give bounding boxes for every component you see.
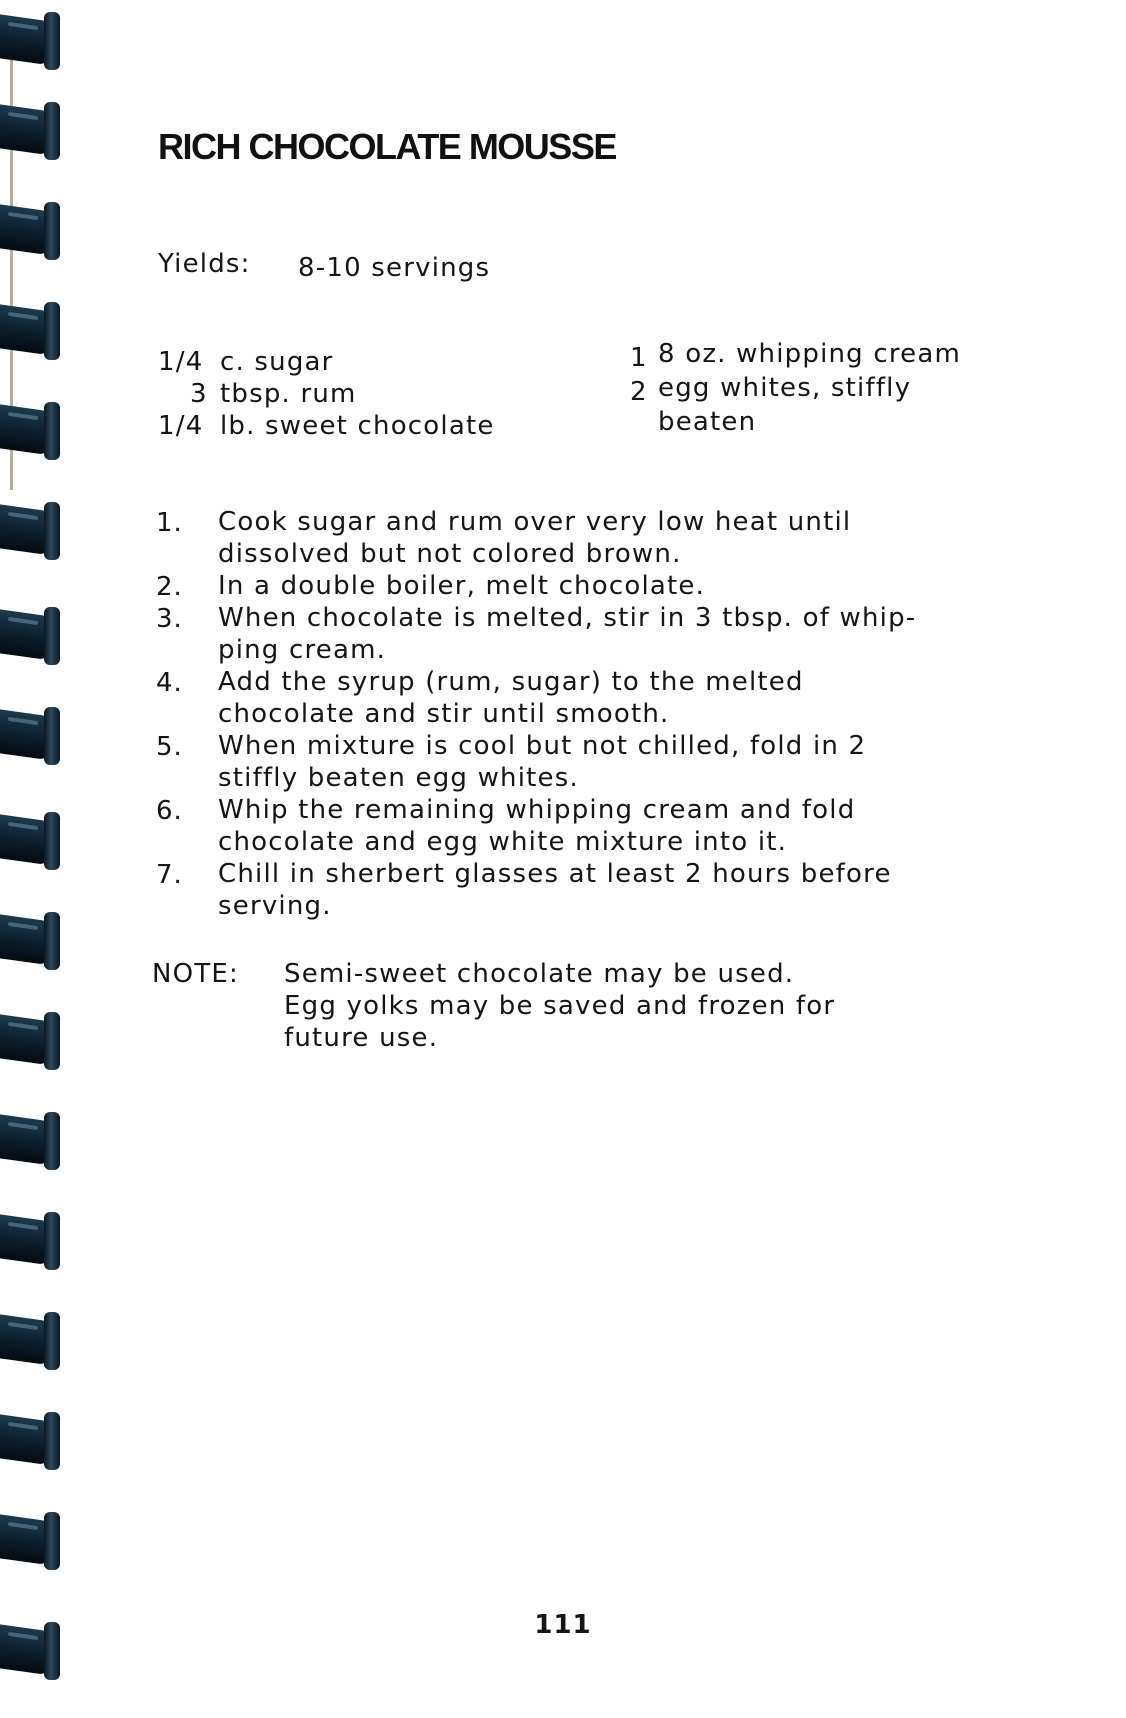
ingredient-qty: 2 <box>630 377 648 407</box>
coil-edge <box>44 1212 60 1270</box>
step-text: Add the syrup (rum, sugar) to the melted <box>218 667 804 697</box>
step-text: In a double boiler, melt chocolate. <box>218 571 706 601</box>
step-text: Cook sugar and rum over very low heat until <box>218 507 852 537</box>
coil-edge <box>44 102 60 160</box>
step-number: 1. <box>156 508 183 538</box>
step-number: 2. <box>156 572 183 602</box>
ingredient-item-continued: beaten <box>658 407 757 437</box>
coil-edge <box>44 202 60 260</box>
page-number <box>0 1610 1126 1640</box>
step-text: Chill in sherbert glasses at least 2 hours before <box>218 859 892 889</box>
recipe-title: RICH CHOCOLATE MOUSSE <box>158 126 616 167</box>
step-number: 4. <box>156 668 183 698</box>
step-number: 6. <box>156 796 183 826</box>
note-label: NOTE: <box>152 959 239 989</box>
coil-edge <box>44 1012 60 1070</box>
ingredient-item: egg whites, stiffly <box>658 373 912 403</box>
coil-edge <box>44 607 60 665</box>
step-text: When mixture is cool but not chilled, fold in 2 <box>218 731 867 761</box>
coil-edge <box>44 812 60 870</box>
ingredient-item: tbsp. rum <box>220 379 357 409</box>
note-line: future use. <box>284 1023 439 1053</box>
yields-label: Yields: <box>158 249 251 279</box>
step-text-continued: dissolved but not colored brown. <box>218 539 682 569</box>
coil-edge <box>44 1112 60 1170</box>
coil-edge <box>44 502 60 560</box>
ingredient-item: c. sugar <box>220 347 334 377</box>
coil-edge <box>44 1512 60 1570</box>
spiral-binding <box>0 0 80 1718</box>
ingredient-qty: 1 <box>630 343 648 373</box>
page-number-text: 111 <box>534 1610 592 1640</box>
coil-edge <box>44 1412 60 1470</box>
ingredient-item: 8 oz. whipping cream <box>658 339 962 369</box>
ingredient-qty: 3 <box>190 379 208 409</box>
step-text-continued: chocolate and egg white mixture into it. <box>218 827 788 857</box>
step-number: 5. <box>156 732 183 762</box>
coil-edge <box>44 1312 60 1370</box>
coil-edge <box>44 912 60 970</box>
step-text: Whip the remaining whipping cream and fold <box>218 795 856 825</box>
step-text: When chocolate is melted, stir in 3 tbsp. of whip- <box>218 603 917 633</box>
step-number: 3. <box>156 604 183 634</box>
note-line: Semi-sweet chocolate may be used. <box>284 959 795 989</box>
step-text-continued: stiffly beaten egg whites. <box>218 763 579 793</box>
coil-edge <box>44 402 60 460</box>
step-text-continued: serving. <box>218 891 332 921</box>
ingredient-item: lb. sweet chocolate <box>220 411 495 441</box>
step-number: 7. <box>156 860 183 890</box>
step-text-continued: ping cream. <box>218 635 387 665</box>
step-text-continued: chocolate and stir until smooth. <box>218 699 670 729</box>
ingredient-qty: 1/4 <box>158 347 204 377</box>
note-line: Egg yolks may be saved and frozen for <box>284 991 836 1021</box>
yields-value: 8-10 servings <box>298 253 491 283</box>
coil-edge <box>44 707 60 765</box>
coil-edge <box>44 302 60 360</box>
coil-edge <box>44 12 60 70</box>
ingredient-qty: 1/4 <box>158 411 204 441</box>
